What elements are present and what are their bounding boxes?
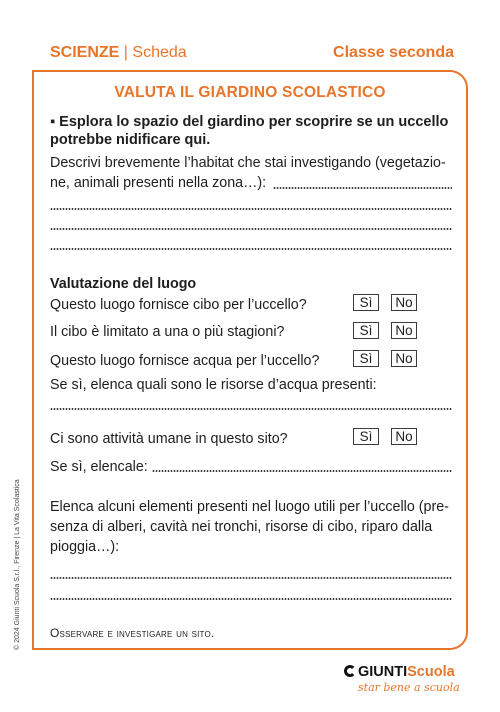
question-human-activity: Ci sono attività umane in questo sito? [50, 431, 288, 447]
yes-checkbox[interactable]: Sì [353, 428, 379, 445]
elements-prompt-line1: Elenca alcuni elementi presenti nel luogo utili per l’uccello (pre- [50, 499, 449, 515]
no-checkbox[interactable]: No [391, 294, 417, 311]
logo-tagline: star bene a scuola [358, 681, 460, 694]
giunti-g-icon [344, 665, 356, 677]
yes-checkbox[interactable]: Sì [353, 350, 379, 367]
human-list-prompt: Se sì, elencale: [50, 459, 148, 475]
copyright-notice: © 2024 Giunti Scuola S.r.l., Firenze | La Vita Scolastica [14, 479, 21, 650]
no-checkbox[interactable]: No [391, 350, 417, 367]
water-list-prompt: Se sì, elenca quali sono le risorse d’acqua presenti: [50, 377, 377, 393]
header-left [50, 44, 187, 62]
logo-brand-scuola: Scuola [407, 664, 455, 680]
question-water: Questo luogo fornisce acqua per l’uccello? [50, 353, 320, 369]
subject-label: SCIENZE [50, 44, 120, 61]
intro-instruction [50, 113, 450, 149]
answer-line[interactable] [50, 598, 452, 600]
logo-brand: GIUNTI [358, 664, 408, 680]
bullet-icon: ▪ [50, 114, 56, 130]
answer-line[interactable] [273, 187, 452, 189]
sheet-type-label: Scheda [132, 44, 187, 61]
question-food-seasons: Il cibo è limitato a una o più stagioni? [50, 324, 285, 340]
header-separator: | [123, 44, 128, 61]
evaluation-heading: Valutazione del luogo [50, 276, 197, 292]
no-checkbox[interactable]: No [391, 322, 417, 339]
habitat-prompt-line1: Descrivi brevemente l’habitat che stai investigando (vegetazio- [50, 155, 446, 171]
yes-checkbox[interactable]: Sì [353, 294, 379, 311]
no-checkbox[interactable]: No [391, 428, 417, 445]
elements-prompt-line2: senza di alberi, cavità nei tronchi, risorse di cibo, riparo dalla [50, 519, 433, 535]
worksheet-title: VALUTA IL GIARDINO SCOLASTICO [114, 84, 386, 101]
activity-footer: Osservare e investigare un sito. [50, 626, 215, 640]
answer-line[interactable] [50, 248, 452, 250]
habitat-prompt-line2: ne, animali presenti nella zona…): [50, 175, 267, 191]
frame-left-border [32, 70, 34, 650]
answer-line[interactable] [50, 577, 452, 579]
yes-checkbox[interactable]: Sì [353, 322, 379, 339]
intro-text: Esplora lo spazio del giardino per scoprire se un uccello potrebbe nidificare qui. [50, 114, 449, 148]
answer-line[interactable] [50, 228, 452, 230]
answer-line[interactable] [50, 408, 452, 410]
grade-label: Classe seconda [333, 44, 454, 61]
answer-line[interactable] [50, 208, 452, 210]
answer-line[interactable] [152, 470, 452, 472]
question-food: Questo luogo fornisce cibo per l’uccello? [50, 297, 307, 313]
publisher-logo [344, 664, 460, 694]
elements-prompt-line3: pioggia…): [50, 539, 120, 555]
